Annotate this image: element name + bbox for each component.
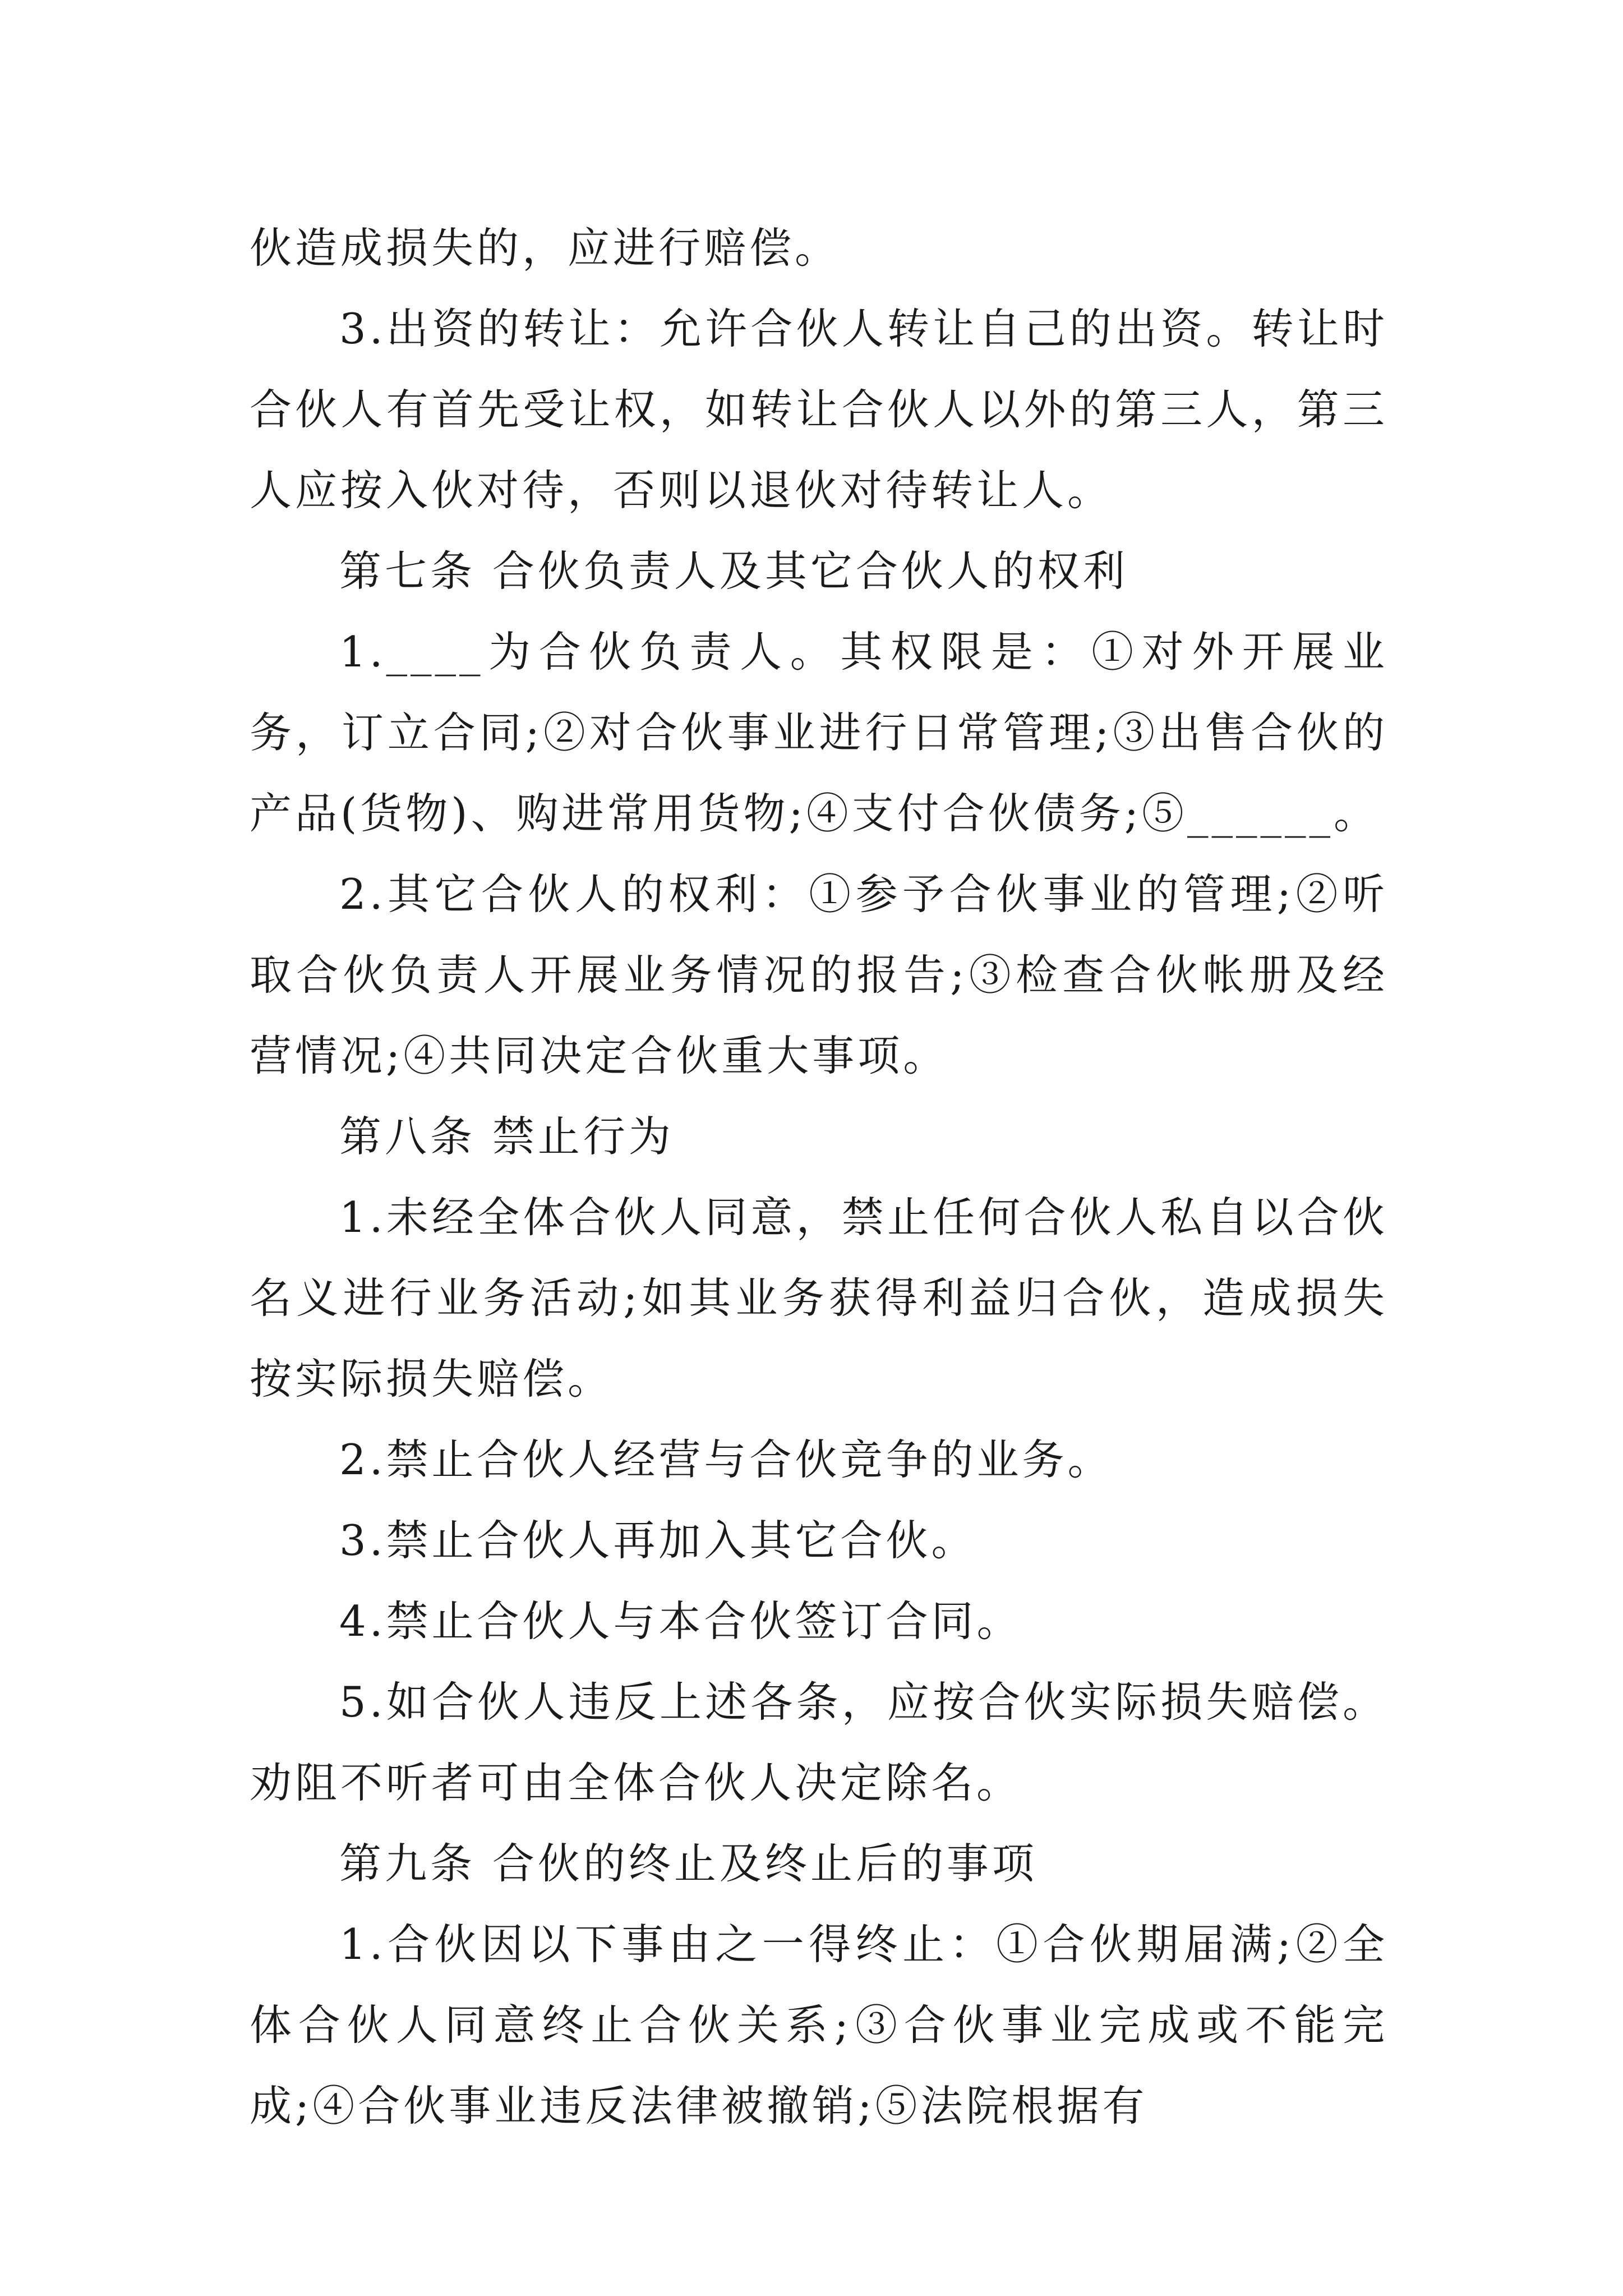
article-8-item-2: 2.禁止合伙人经营与合伙竞争的业务。	[339, 1435, 1113, 1484]
article-8-item-1: 1.未经全体合伙人同意，禁止任何合伙人私自以合伙名义进行业务活动;如其业务获得利益归合伙，造成损失按实际损失赔偿。	[250, 1193, 1388, 1404]
paragraph-continuation: 伙造成损失的，应进行赔偿。	[250, 223, 841, 273]
article-9-item-1: 1.合伙因以下事由之一得终止：①合伙期届满;②全体合伙人同意终止合伙关系;③合伙事业完成或不能完成;④合伙事业违反法律被撤销;⑤法院根据有	[250, 1920, 1388, 2131]
article-8-item-5: 5.如合伙人违反上述各条，应按合伙实际损失赔偿。劝阻不听者可由全体合伙人决定除名。	[250, 1677, 1388, 1807]
article-8-heading: 第八条 禁止行为	[339, 1112, 674, 1161]
article-9-heading: 第九条 合伙的终止及终止后的事项	[339, 1839, 1038, 1888]
article-7-item-1: 1.____为合伙负责人。其权限是：①对外开展业务，订立合同;②对合伙事业进行日常管理;③出售合伙的产品(货物)、购进常用货物;④支付合伙债务;⑤______。	[250, 627, 1388, 838]
article-8-item-3: 3.禁止合伙人再加入其它合伙。	[339, 1516, 977, 1565]
article-7-item-2: 2.其它合伙人的权利：①参予合伙事业的管理;②听取合伙负责人开展业务情况的报告;③检查合伙帐册及经营情况;④共同决定合伙重大事项。	[250, 869, 1388, 1080]
article-7-heading: 第七条 合伙负责人及其它合伙人的权利	[339, 546, 1128, 596]
article-8-item-4: 4.禁止合伙人与本合伙签订合同。	[339, 1596, 1022, 1646]
paragraph-capital-transfer: 3.出资的转让：允许合伙人转让自己的出资。转让时合伙人有首先受让权，如转让合伙人以外的第三人，第三人应按入伙对待，否则以退伙对待转让人。	[250, 304, 1388, 515]
document-body	[250, 208, 1388, 2146]
